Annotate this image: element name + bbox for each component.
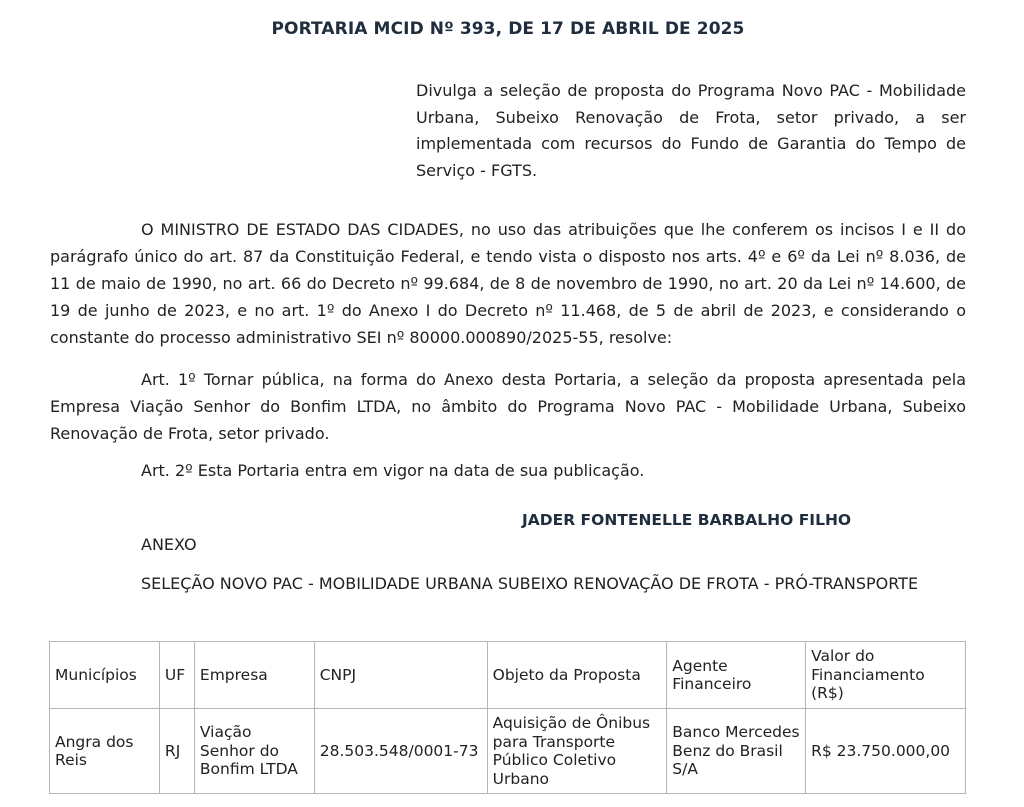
table-row bbox=[50, 709, 966, 794]
table-cell-valor: R$ 23.750.000,00 bbox=[806, 709, 966, 794]
table-header-cell: Municípios bbox=[50, 642, 160, 709]
article-1-paragraph: Art. 1º Tornar pública, na forma do Anexo desta Portaria, a seleção da proposta apresentada pela Empresa Viação Senhor do Bonfim LTDA, no âmbito do Programa Novo PAC - Mobilidade Urbana, Subeixo Renovação de Frota, setor privado. bbox=[50, 370, 966, 443]
anexo-title: SELEÇÃO NOVO PAC - MOBILIDADE URBANA SUBEIXO RENOVAÇÃO DE FROTA - PRÓ-TRANSPORTE bbox=[141, 574, 919, 593]
table-cell-municipio: Angra dos Reis bbox=[50, 709, 160, 794]
article-2-paragraph: Art. 2º Esta Portaria entra em vigor na data de sua publicação. bbox=[141, 461, 645, 480]
ementa-text: Divulga a seleção de proposta do Programa Novo PAC - Mobilidade Urbana, Subeixo Renovação de Frota, setor privado, a ser implementada com recursos do Fundo de Garantia do Tempo de Serviço - FGTS. bbox=[416, 81, 966, 180]
table-header-cell: UF bbox=[159, 642, 194, 709]
selection-table bbox=[49, 641, 966, 794]
table-header-cell: Agente Financeiro bbox=[667, 642, 806, 709]
table-cell-empresa: Viação Senhor do Bonfim LTDA bbox=[194, 709, 314, 794]
table-header-cell: Empresa bbox=[194, 642, 314, 709]
table-cell-uf: RJ bbox=[159, 709, 194, 794]
anexo-label: ANEXO bbox=[141, 535, 197, 554]
table-header-cell: Valor do Financiamento (R$) bbox=[806, 642, 966, 709]
table-cell-cnpj: 28.503.548/0001-73 bbox=[314, 709, 487, 794]
table-cell-agente: Banco Mercedes Benz do Brasil S/A bbox=[667, 709, 806, 794]
table-cell-objeto: Aquisição de Ônibus para Transporte Público Coletivo Urbano bbox=[487, 709, 667, 794]
table-header-cell: CNPJ bbox=[314, 642, 487, 709]
table-header-cell: Objeto da Proposta bbox=[487, 642, 667, 709]
table-header-row bbox=[50, 642, 966, 709]
signature-name: JADER FONTENELLE BARBALHO FILHO bbox=[522, 511, 852, 529]
preamble-paragraph: O MINISTRO DE ESTADO DAS CIDADES, no uso das atribuições que lhe conferem os incisos I e II do parágrafo único do art. 87 da Constituição Federal, e tendo vista o disposto nos arts. 4º e 6º da Lei nº 8.036, de 11 de maio de 1990, no art. 66 do Decreto nº 99.684, de 8 de novembro de 1990, no art. 20 da Lei nº 14.600, de 19 de junho de 2023, e no art. 1º do Anexo I do Decreto nº 11.468, de 5 de abril de 2023, e considerando o constante do processo administrativo SEI nº 80000.000890/2025-55, resolve: bbox=[50, 220, 966, 347]
page-title: PORTARIA MCID Nº 393, DE 17 DE ABRIL DE 2025 bbox=[271, 19, 745, 39]
